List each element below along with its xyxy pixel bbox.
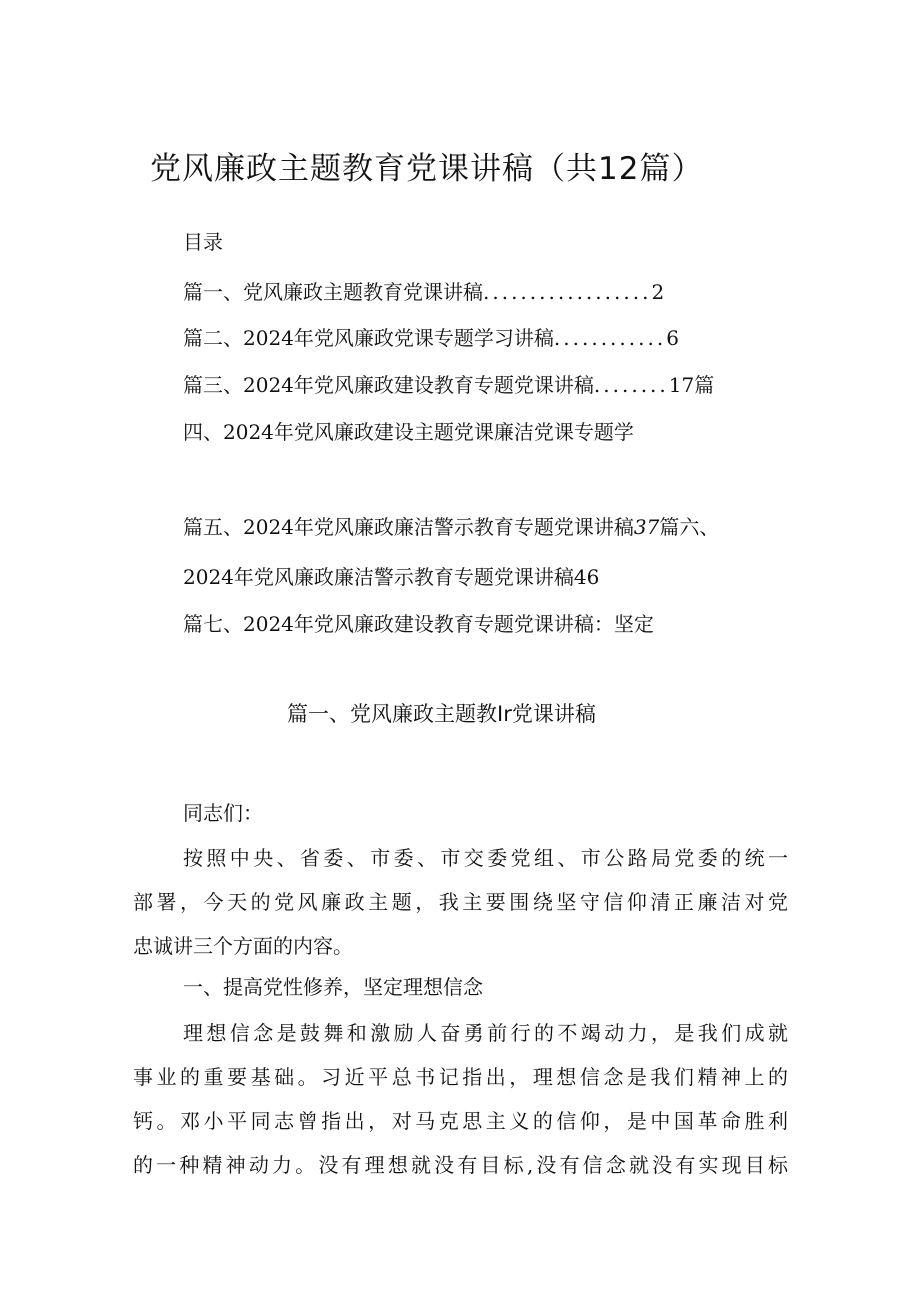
toc-entry[interactable] (183, 322, 679, 351)
toc-entry-label: 篇七、2024年党风廉政建设教育专题党课讲稿：坚定 (183, 612, 654, 636)
toc-heading: 目录 (183, 230, 223, 254)
paragraph-line: 的一种精神动力。没有理想就没有目标,没有信念就没有实现目标 (133, 1153, 788, 1177)
toc-entry-leader: ........ (593, 373, 669, 397)
toc-entry-label: 四、2024年党风廉政建设主题党课廉洁党课专题学 (183, 420, 634, 444)
toc-entry[interactable] (183, 369, 714, 398)
toc-entry[interactable] (183, 608, 654, 637)
paragraph-line: 事业的重要基础。习近平总书记指出，理想信念是我们精神上的 (133, 1065, 788, 1089)
greeting: 同志们： (183, 801, 263, 825)
toc-entry[interactable] (183, 511, 719, 540)
toc-entry[interactable] (183, 276, 664, 305)
toc-entry[interactable] (183, 416, 634, 445)
toc-entry-tail: 篇六、 (659, 515, 720, 539)
toc-entry-page: 17篇 (668, 373, 715, 397)
toc-entry-label: 篇二、2024年党风廉政党课专题学习讲稿 (183, 326, 554, 350)
section-title: 篇一、党风廉政主题教Ir党课讲稿 (287, 702, 596, 726)
toc-entry-label: 2024年党风廉政廉洁警示教育专题党课讲稿46 (183, 565, 600, 589)
toc-entry-page: 2 (651, 280, 665, 304)
toc-entry[interactable] (183, 561, 599, 590)
toc-entry-page: 37 (633, 515, 660, 539)
toc-entry-leader: ............ (553, 326, 667, 350)
paragraph-line: 钙。邓小平同志曾指出，对马克思主义的信仰，是中国革命胜利 (133, 1109, 788, 1133)
toc-entry-label: 篇一、党风廉政主题教育党课讲稿 (183, 280, 483, 304)
section-heading: 一、提高党性修养，坚定理想信念 (183, 975, 483, 999)
paragraph-line: 理想信念是鼓舞和激励人奋勇前行的不竭动力，是我们成就 (183, 1021, 788, 1045)
paragraph (133, 1011, 788, 1187)
document-title: 党风廉政主题教育党课讲稿（共12篇） (150, 151, 704, 187)
toc-entry-page: 6 (666, 326, 679, 350)
paragraph-line: 部署，今天的党风廉政主题，我主要围绕坚守信仰清正廉洁对党 (133, 890, 788, 914)
toc-entry-leader: .................. (483, 280, 652, 304)
paragraph-line: 忠诚讲三个方面的内容。 (133, 934, 353, 958)
toc-entry-label: 篇五、2024年党风廉政廉洁警示教育专题党课讲稿 (183, 515, 634, 539)
toc-entry-label: 篇三、2024年党风廉政建设教育专题党课讲稿 (183, 373, 594, 397)
paragraph (133, 836, 788, 968)
paragraph-line: 按照中央、省委、市委、市交委党组、市公路局党委的统一 (183, 846, 788, 870)
